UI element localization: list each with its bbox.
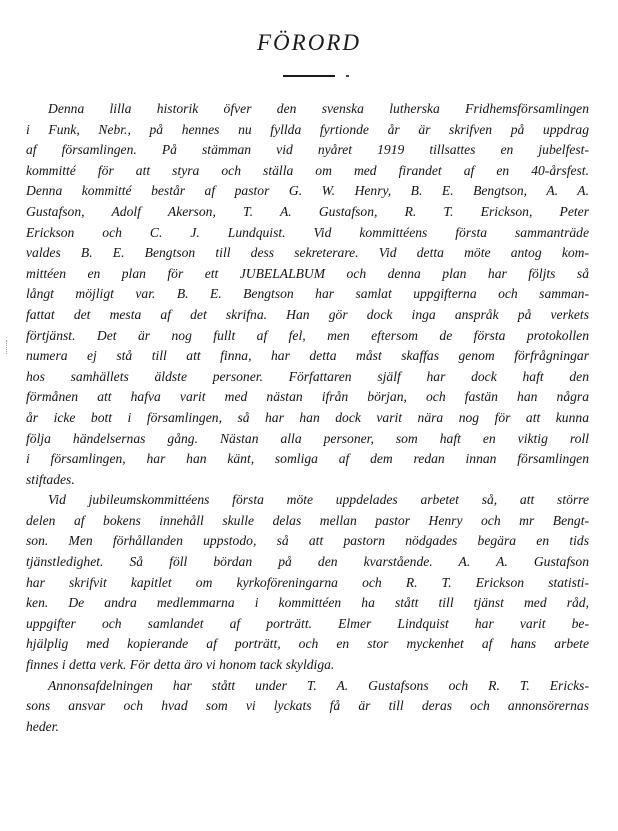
text-line: tjänstledighet. Så föll bördan på den kvarstående. A. A. Gustafson: [26, 554, 589, 570]
paragraph: [26, 490, 589, 675]
text-line: stiftades.: [26, 471, 75, 487]
text-line: Gustafson, Adolf Akerson, T. A. Gustafson, R. T. Erickson, Peter: [26, 203, 589, 219]
text-line: uppgifter och samlandet af porträtt. Elmer Lindquist har varit be-: [26, 615, 589, 631]
text-line: förtjänst. Det är nog fullt af fel, men eftersom de första protokollen: [26, 327, 589, 343]
text-line: har skrifvit kapitlet om kyrkoföreningarna och R. T. Erickson statisti-: [26, 574, 589, 590]
text-line: hjälplig med kopierande af porträtt, och en stor myckenhet af hans arbete: [26, 636, 589, 652]
text-line: hos samhällets äldste personer. Författaren själf har dock haft den: [26, 368, 589, 384]
text-line: kommitté för att styra och ställa om med firandet af en 40-årsfest.: [26, 162, 589, 178]
paragraph: [26, 676, 589, 738]
text-line: numera ej stå till att finna, har detta måst skaffas genom förfrågningar: [26, 348, 589, 364]
text-line: Annonsafdelningen har stått under T. A. Gustafsons och R. T. Ericks-: [48, 677, 589, 693]
title-divider: [283, 75, 335, 77]
text-line: följa händelsernas gång. Nästan alla personer, som haft en viktig roll: [26, 430, 589, 446]
text-line: af församlingen. På stämman vid nyåret 1919 tillsattes en jubelfest-: [26, 142, 589, 158]
text-line: Denna kommitté består af pastor G. W. Henry, B. E. Bengtson, A. A.: [26, 183, 589, 199]
paragraph: [26, 99, 589, 490]
text-line: ken. De andra medlemmarna i kommittéen ha stått till tjänst med råd,: [26, 595, 589, 611]
text-line: valdes B. E. Bengtson till dess sekreterare. Vid detta möte antog kom-: [26, 245, 589, 261]
text-line: Erickson och C. J. Lundquist. Vid kommittéens första sammanträde: [26, 224, 589, 240]
page-title: FÖRORD: [257, 30, 361, 55]
text-line: förmånen att hafva varit med nästan ifrån början, och fastän han några: [26, 389, 589, 405]
text-line: delen af bokens innehåll skulle delas mellan pastor Henry och mr Bengt-: [26, 512, 589, 528]
text-line: fattat det mesta af det skrifna. Han gör dock inga anspråk på verkets: [26, 306, 589, 322]
text-line: i församlingen, har han känt, somliga af dem redan innan församlingen: [26, 451, 589, 467]
divider-dot: [346, 75, 349, 77]
text-line: sons ansvar och hvad som vi lyckats få är till deras och annonsörernas: [26, 698, 589, 714]
foreword-body: [26, 99, 589, 737]
margin-mark: [6, 340, 10, 354]
text-line: mittéen en plan för ett JUBELALBUM och denna plan har följts så: [26, 265, 589, 281]
text-line: år icke bott i församlingen, så har han dock varit nära nog för att kunna: [26, 409, 589, 425]
text-line: Vid jubileumskommittéens första möte uppdelades arbetet så, att större: [48, 492, 589, 508]
text-line: Denna lilla historik öfver den svenska lutherska Fridhemsförsamlingen: [48, 101, 589, 116]
text-line: långt möjligt var. B. E. Bengtson har samlat uppgifterna och samman-: [26, 286, 589, 302]
text-line: son. Men förhållanden uppstodo, så att pastorn nödgades begära en tids: [26, 533, 589, 549]
text-line: finnes i detta verk. För detta äro vi honom tack skyldiga.: [26, 657, 335, 673]
text-line: i Funk, Nebr., på hennes nu fyllda fyrtionde år är skrifven på uppdrag: [26, 121, 589, 137]
text-line: heder.: [26, 718, 59, 734]
